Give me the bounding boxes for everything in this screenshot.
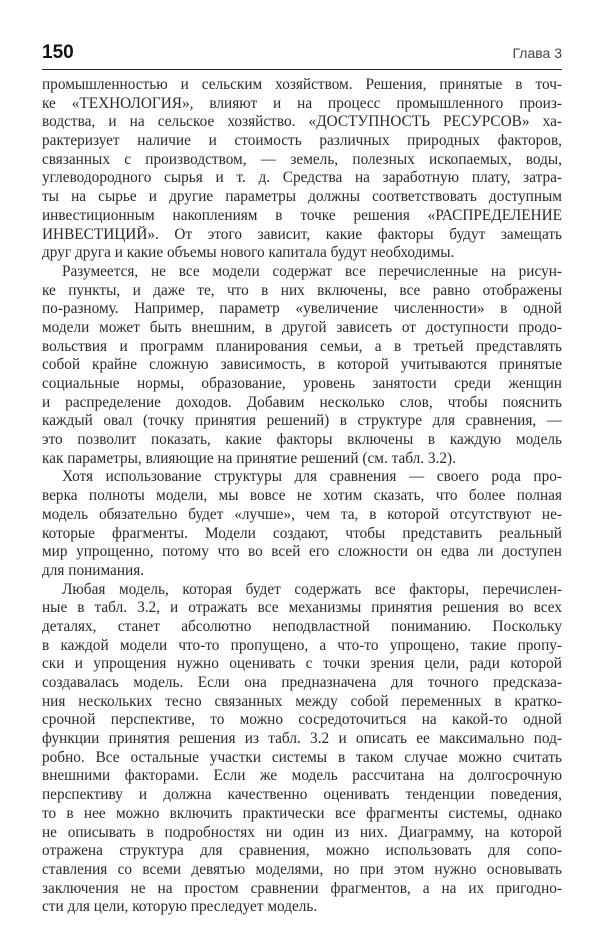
text-line: инвестиционным накоплениям в точке решения «РАСПРЕДЕЛЕНИЕ xyxy=(42,206,562,224)
paragraph xyxy=(42,468,562,580)
page-number: 150 xyxy=(42,42,74,63)
paragraph xyxy=(42,76,562,263)
text-line: модель обязательно будет «лучше», чем та, в которой отсутствуют не- xyxy=(42,505,562,523)
running-header xyxy=(42,42,562,70)
text-line: функции принятия решения из табл. 3.2 и описать ее максимально под- xyxy=(42,730,562,748)
text-line: отражена структура для сравнения, можно использовать для сопо- xyxy=(42,842,562,860)
text-line: промышленностью и сельским хозяйством. Решения, принятые в точ- xyxy=(42,76,562,93)
text-line: сти для цели, которую преследует модель. xyxy=(42,898,318,916)
text-line: друг друга и какие объемы нового капитала будут необходимы. xyxy=(42,244,455,262)
text-line: как параметры, влияющие на принятие решений (см. табл. 3.2). xyxy=(42,449,456,467)
text-line: связанных с производством, — земель, полезных ископаемых, воды, xyxy=(42,150,562,168)
paragraph xyxy=(42,263,562,469)
text-line: Любая модель, которая будет содержать все факторы, перечислен- xyxy=(62,580,562,598)
paragraph xyxy=(42,581,562,917)
page-body-text xyxy=(42,76,562,917)
text-line: каждый овал (точку принятия решений) в структуре для сравнения, — xyxy=(42,412,562,430)
text-line: ке пункты, и даже те, что в них включены, все равно отображены xyxy=(42,281,562,299)
text-line: перспективу и должна качественно оценивать тенденции поведения, xyxy=(42,786,562,804)
text-line: Разумеется, не все модели содержат все перечисленные на рисун- xyxy=(62,262,562,280)
text-line: то в нее можно включить практически все фрагменты системы, однако xyxy=(42,804,562,822)
text-line: водства, и на сельское хозяйство. «ДОСТУПНОСТЬ РЕСУРСОВ» ха- xyxy=(42,113,562,131)
text-line: в каждой модели что-то пропущено, а что-то упрощено, такие пропу- xyxy=(42,636,562,654)
text-line: ИНВЕСТИЦИЙ». От этого зависит, какие факторы будут замещать xyxy=(42,225,562,243)
text-line: для понимания. xyxy=(42,561,145,579)
text-line: верка полноты модели, мы вовсе не хотим сказать, что более полная xyxy=(42,487,562,505)
text-line: модели может быть внешним, в другой зависеть от доступности продо- xyxy=(42,318,562,336)
text-line: создавалась модель. Если она предназначена для точного предсказа- xyxy=(42,674,562,691)
chapter-title: Глава 3 xyxy=(512,45,562,61)
text-line: ты на сырье и другие параметры должны соответствовать доступным xyxy=(42,188,562,206)
text-line: Хотя использование структуры для сравнения — своего рода про- xyxy=(62,468,562,486)
text-line: вольствия и программ планирования семьи, а в третьей представлять xyxy=(42,337,562,355)
text-line: которые фрагменты. Модели создают, чтобы представить реальный xyxy=(42,524,562,542)
text-line: ке «ТЕХНОЛОГИЯ», влияют и на процесс промышленного произ- xyxy=(42,94,562,112)
text-line: рактеризует наличие и стоимость различных природных факторов, xyxy=(42,132,562,150)
text-line: внешними факторами. Если же модель рассчитана на долгосрочную xyxy=(42,767,562,785)
text-line: заключения не на простом сравнении фрагментов, а на их пригодно- xyxy=(42,879,562,897)
text-line: ставления со всеми девятью моделями, но при этом нужно основывать xyxy=(42,860,562,878)
text-line: деталях, станет абсолютно неподвластной пониманию. Поскольку xyxy=(42,617,562,635)
text-line: не описывать в подробностях ни один из них. Диаграмму, на которой xyxy=(42,823,562,841)
text-line: это позволит показать, какие факторы включены в каждую модель xyxy=(42,431,562,449)
text-line: мир упрощенно, потому что во всей его сложности он едва ли доступен xyxy=(42,543,562,561)
text-line: и распределение доходов. Добавим несколько слов, чтобы пояснить xyxy=(42,393,562,411)
text-line: углеводородного сырья и т. д. Средства на заработную плату, затра- xyxy=(42,169,562,187)
text-line: ния нескольких тесно связанных между собой переменных в кратко- xyxy=(42,692,562,710)
text-line: собой крайне сложную зависимость, в которой учитываются принятые xyxy=(42,356,562,374)
text-line: ные в табл. 3.2, и отражать все механизмы принятия решения во всех xyxy=(42,599,562,617)
text-line: социальные нормы, образование, уровень занятости среди женщин xyxy=(42,375,562,392)
text-line: срочной перспективе, то можно сосредоточиться на какой-то одной xyxy=(42,711,562,729)
text-line: по-разному. Например, параметр «увеличение численности» в одной xyxy=(42,300,562,318)
text-line: ски и упрощения нужно оценивать с точки зрения цели, ради которой xyxy=(42,655,562,673)
text-line: робно. Все остальные участки системы в таком случае можно считать xyxy=(42,748,562,766)
